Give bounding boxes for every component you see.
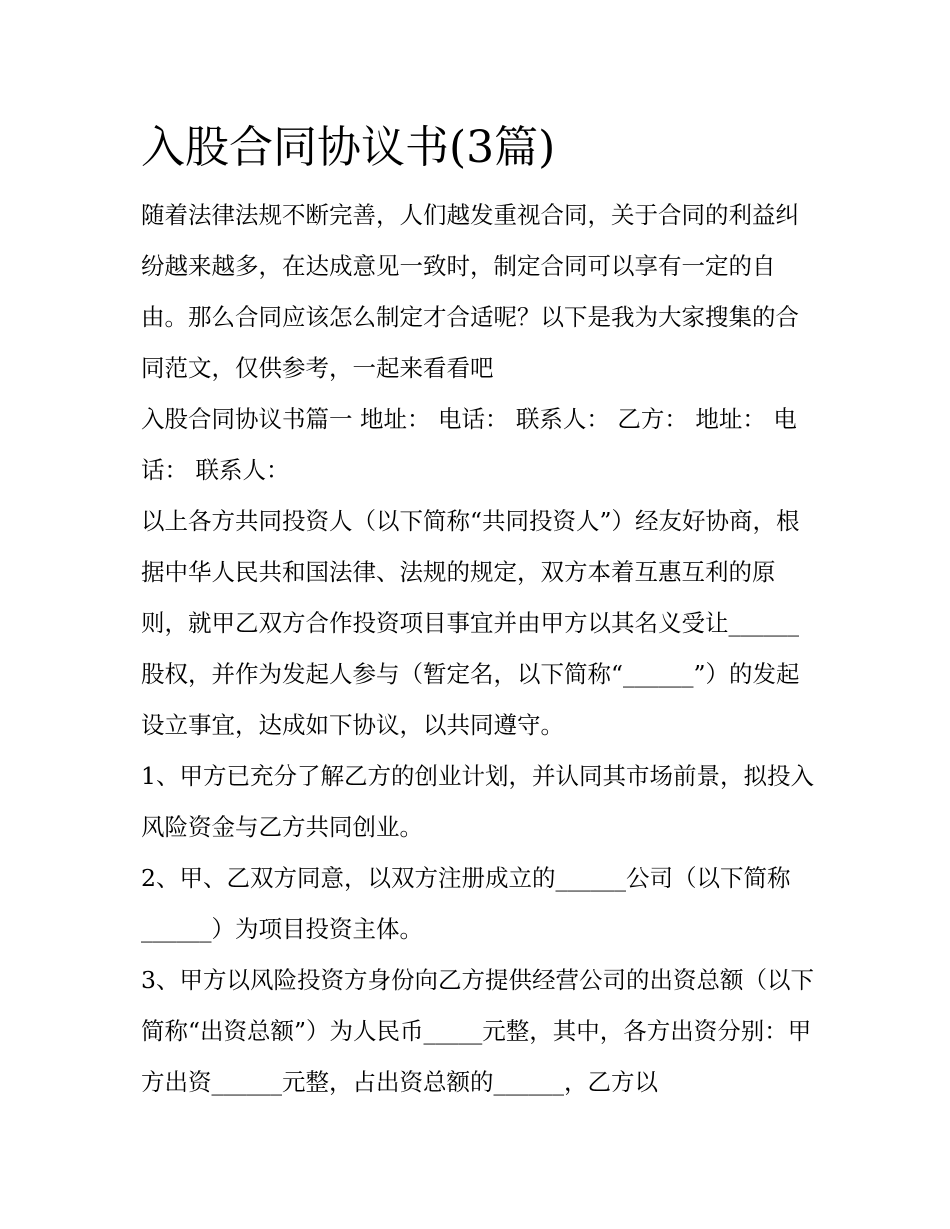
- clause-3-paragraph: 3、甲方以风险投资方身份向乙方提供经营公司的出资总额（以下简称“出资总额”）为人民币_____元整，其中，各方出资分别：甲方出资______元整，占出资总额的______，乙方以: [141, 966, 814, 1096]
- preamble-paragraph: 以上各方共同投资人（以下简称“共同投资人”）经友好协商，根据中华人民共和国法律、法规的规定，双方本着互惠互利的原则，就甲乙双方合作投资项目事宜并由甲方以其名义受让______股权，并作为发起人参与（暂定名，以下简称“______”）的发起设立事宜，达成如下协议，以共同遵守。: [141, 507, 800, 739]
- contract-header-paragraph: 入股合同协议书篇一 地址： 电话： 联系人： 乙方： 地址： 电话： 联系人：: [141, 405, 797, 484]
- document-body: [141, 112, 816, 1108]
- clause-2-paragraph: 2、甲、乙双方同意，以双方注册成立的______公司（以下简称______）为项目投资主体。: [141, 864, 791, 943]
- clause-1-paragraph: 1、甲方已充分了解乙方的创业计划，并认同其市场前景，拟投入风险资金与乙方共同创业。: [141, 762, 814, 841]
- intro-paragraph: 随着法律法规不断完善，人们越发重视合同，关于合同的利益纠纷越来越多，在达成意见一致时，制定合同可以享有一定的自由。那么合同应该怎么制定才合适呢？以下是我为大家搜集的合同范文，仅供参考，一起来看看吧: [141, 201, 799, 382]
- document-title: 入股合同协议书(3篇): [141, 122, 556, 173]
